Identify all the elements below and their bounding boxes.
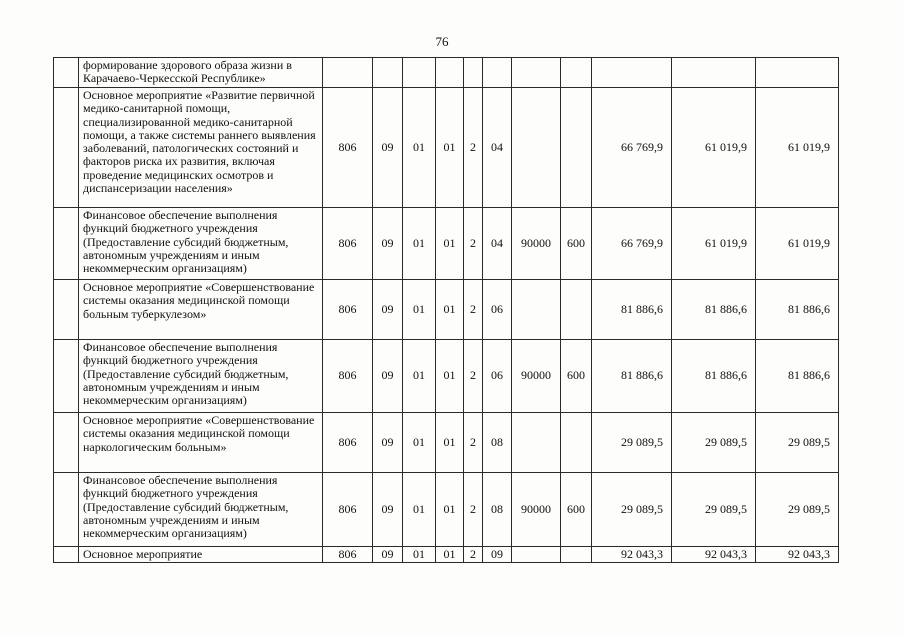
code-cell: 09 xyxy=(373,473,403,547)
code-cell xyxy=(561,547,592,563)
code-cell: 01 xyxy=(403,340,436,413)
code-cell: 90000 xyxy=(512,473,561,547)
index-cell xyxy=(54,547,79,563)
table-row xyxy=(54,208,839,280)
table-row xyxy=(54,280,839,340)
amount-cell: 81 886,6 xyxy=(756,280,839,340)
budget-table xyxy=(53,57,839,563)
amount-cell xyxy=(592,58,672,88)
table-row xyxy=(54,413,839,473)
amount-cell: 92 043,3 xyxy=(756,547,839,563)
description-cell: Финансовое обеспечение выполнения функций бюджетного учреждения (Предоставление субсидий бюджетным, автономным учреждениям и иным некоммерческим организациям) xyxy=(79,340,323,413)
code-cell: 90000 xyxy=(512,340,561,413)
code-cell: 2 xyxy=(464,280,483,340)
code-cell: 2 xyxy=(464,413,483,473)
code-cell: 04 xyxy=(483,208,512,280)
code-cell: 806 xyxy=(323,413,373,473)
code-cell: 09 xyxy=(373,413,403,473)
code-cell: 09 xyxy=(373,547,403,563)
code-cell: 2 xyxy=(464,88,483,208)
code-cell xyxy=(561,413,592,473)
code-cell: 01 xyxy=(403,547,436,563)
table-row xyxy=(54,340,839,413)
code-cell xyxy=(512,413,561,473)
description-cell: Финансовое обеспечение выполнения функций бюджетного учреждения (Предоставление субсидий бюджетным, автономным учреждениям и иным некоммерческим организациям) xyxy=(79,473,323,547)
code-cell: 09 xyxy=(483,547,512,563)
index-cell xyxy=(54,473,79,547)
amount-cell: 81 886,6 xyxy=(592,340,672,413)
table-row xyxy=(54,547,839,563)
code-cell: 01 xyxy=(436,208,464,280)
code-cell: 806 xyxy=(323,340,373,413)
amount-cell: 61 019,9 xyxy=(672,208,756,280)
code-cell xyxy=(323,58,373,88)
description-cell: Основное мероприятие xyxy=(79,547,323,563)
code-cell: 2 xyxy=(464,208,483,280)
code-cell: 806 xyxy=(323,88,373,208)
amount-cell: 81 886,6 xyxy=(592,280,672,340)
code-cell: 01 xyxy=(403,473,436,547)
code-cell: 01 xyxy=(403,280,436,340)
code-cell: 600 xyxy=(561,340,592,413)
code-cell: 90000 xyxy=(512,208,561,280)
amount-cell: 66 769,9 xyxy=(592,208,672,280)
code-cell: 09 xyxy=(373,88,403,208)
description-cell: формирование здорового образа жизни в Карачаево-Черкесской Республике» xyxy=(79,58,323,88)
code-cell: 806 xyxy=(323,473,373,547)
code-cell xyxy=(561,88,592,208)
code-cell xyxy=(436,58,464,88)
amount-cell: 29 089,5 xyxy=(672,473,756,547)
code-cell: 2 xyxy=(464,547,483,563)
code-cell: 01 xyxy=(436,547,464,563)
amount-cell xyxy=(672,58,756,88)
amount-cell: 29 089,5 xyxy=(756,413,839,473)
code-cell: 08 xyxy=(483,473,512,547)
index-cell xyxy=(54,208,79,280)
code-cell xyxy=(512,547,561,563)
amount-cell: 81 886,6 xyxy=(672,280,756,340)
amount-cell: 61 019,9 xyxy=(756,88,839,208)
page-number: 76 xyxy=(435,34,449,49)
code-cell: 01 xyxy=(436,280,464,340)
code-cell xyxy=(464,58,483,88)
code-cell: 2 xyxy=(464,340,483,413)
code-cell xyxy=(373,58,403,88)
description-cell: Основное мероприятие «Развитие первичной медико-санитарной помощи, специализированной медико-санитарной помощи, а также системы раннего выявления заболеваний, патологических состояний и факторов риска их развития, включая проведение медицинских осмотров и диспансеризации населения» xyxy=(79,88,323,208)
amount-cell: 61 019,9 xyxy=(672,88,756,208)
code-cell: 806 xyxy=(323,547,373,563)
code-cell: 09 xyxy=(373,280,403,340)
description-cell: Основное мероприятие «Совершенствование системы оказания медицинской помощи наркологическим больным» xyxy=(79,413,323,473)
code-cell: 600 xyxy=(561,208,592,280)
description-cell: Основное мероприятие «Совершенствование системы оказания медицинской помощи больным туберкулезом» xyxy=(79,280,323,340)
code-cell xyxy=(512,88,561,208)
code-cell: 01 xyxy=(436,413,464,473)
code-cell xyxy=(483,58,512,88)
code-cell: 2 xyxy=(464,473,483,547)
amount-cell: 29 089,5 xyxy=(592,413,672,473)
code-cell: 08 xyxy=(483,413,512,473)
amount-cell: 29 089,5 xyxy=(592,473,672,547)
table-row xyxy=(54,58,839,88)
code-cell: 01 xyxy=(403,88,436,208)
code-cell: 806 xyxy=(323,280,373,340)
amount-cell: 29 089,5 xyxy=(672,413,756,473)
code-cell: 01 xyxy=(436,88,464,208)
description-cell: Финансовое обеспечение выполнения функций бюджетного учреждения (Предоставление субсидий бюджетным, автономным учреждениям и иным некоммерческим организациям) xyxy=(79,208,323,280)
code-cell: 01 xyxy=(403,208,436,280)
amount-cell: 66 769,9 xyxy=(592,88,672,208)
code-cell: 06 xyxy=(483,340,512,413)
table-row xyxy=(54,88,839,208)
code-cell: 06 xyxy=(483,280,512,340)
index-cell xyxy=(54,88,79,208)
amount-cell: 81 886,6 xyxy=(756,340,839,413)
code-cell: 01 xyxy=(403,413,436,473)
code-cell: 04 xyxy=(483,88,512,208)
index-cell xyxy=(54,58,79,88)
amount-cell xyxy=(756,58,839,88)
table-row xyxy=(54,473,839,547)
code-cell xyxy=(403,58,436,88)
amount-cell: 92 043,3 xyxy=(592,547,672,563)
code-cell: 600 xyxy=(561,473,592,547)
code-cell: 806 xyxy=(323,208,373,280)
amount-cell: 29 089,5 xyxy=(756,473,839,547)
code-cell xyxy=(512,280,561,340)
code-cell: 09 xyxy=(373,208,403,280)
code-cell xyxy=(561,280,592,340)
code-cell: 09 xyxy=(373,340,403,413)
code-cell xyxy=(512,58,561,88)
index-cell xyxy=(54,280,79,340)
code-cell: 01 xyxy=(436,473,464,547)
index-cell xyxy=(54,413,79,473)
amount-cell: 81 886,6 xyxy=(672,340,756,413)
code-cell: 01 xyxy=(436,340,464,413)
amount-cell: 61 019,9 xyxy=(756,208,839,280)
amount-cell: 92 043,3 xyxy=(672,547,756,563)
index-cell xyxy=(54,340,79,413)
code-cell xyxy=(561,58,592,88)
